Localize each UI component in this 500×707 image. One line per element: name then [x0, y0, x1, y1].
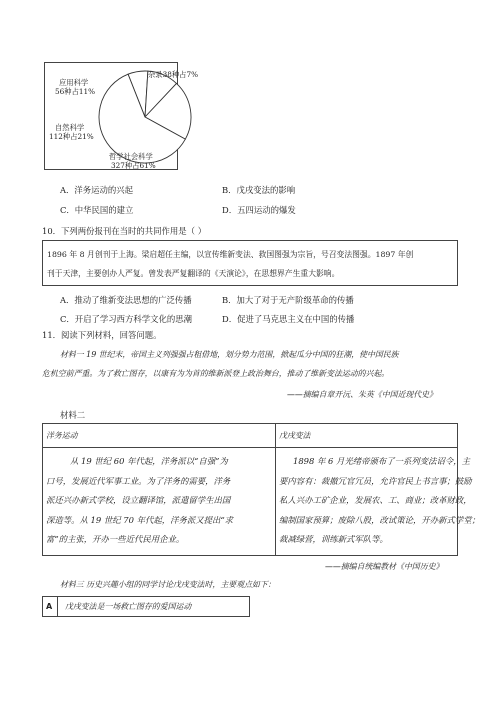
- table-header-divider: [43, 447, 457, 448]
- q10-option-d[interactable]: D．促进了马克思主义在中国的传播: [222, 314, 355, 324]
- q9-option-c[interactable]: C．中华民国的建立: [60, 205, 134, 215]
- yangwu-line-2: 口号，发展近代军事工业。为了洋务的需要，洋务: [46, 475, 231, 486]
- label-social-1: 哲学社会科学: [109, 152, 153, 161]
- wuxu-line-1: 1898 年 6 月光绪帝颁布了一系列变法诏令，主: [293, 456, 471, 466]
- q9-option-b[interactable]: B．戊戌变法的影响: [222, 185, 296, 195]
- yangwu-line-3: 派还兴办新式学校，设立翻译馆，派遣留学生出国: [46, 495, 231, 505]
- header-yangwu: 洋务运动: [46, 431, 78, 440]
- yangwu-line-4: 深造等。从 19 世纪 70 年代起，洋务派又提出“求: [46, 514, 233, 525]
- label-natural-1: 自然科学: [55, 123, 85, 132]
- material-1-line-1: 材料一 19 世纪末，帝国主义列强强占租借地，划分势力范围，掀起瓜分中国的狂潮，使中国民族: [60, 350, 399, 359]
- label-misc: 杂录38种占7%: [148, 70, 199, 79]
- material-1-source: ——摘编自章开沅、朱英《中国近现代史》: [287, 390, 437, 399]
- q10-option-c[interactable]: C．开启了学习西方科学文化的思潮: [60, 314, 193, 324]
- label-applied-2: 56种占11%: [55, 87, 96, 96]
- header-wuxu: 戊戌变法: [279, 431, 311, 440]
- material-2-title: 材料二: [60, 410, 86, 420]
- q10-material-line-1: 1896 年 8 月创刊于上海。梁启超任主编，以宣传维新变法、救国图强为宗旨，号召变法图强。1897 年创: [47, 250, 414, 259]
- comparison-table: [42, 423, 480, 556]
- table-column-divider: [275, 424, 276, 555]
- viewpoint-box: [42, 596, 250, 617]
- wuxu-line-4: 编制国家预算；废除八股，改试策论，开办新式学堂；: [279, 514, 480, 525]
- q10-material-box: [42, 240, 458, 286]
- material-3-intro: 材料三 历史兴趣小组的同学讨论戊戌变法时，主要观点如下：: [60, 580, 276, 589]
- yangwu-line-1: 从 19 世纪 60 年代起，洋务派以“自强”为: [70, 456, 228, 466]
- wuxu-line-5: 裁减绿营，训练新式军队等。: [279, 534, 388, 544]
- viewpoint-divider: [57, 597, 58, 616]
- label-social-2: 327种占61%: [111, 161, 156, 170]
- viewpoint-text: 戊戌变法是一场救亡图存的爱国运动: [65, 602, 192, 611]
- wuxu-cell: [279, 452, 480, 550]
- label-applied-1: 应用科学: [59, 78, 89, 87]
- q10-option-b[interactable]: B．加大了对于无产阶级革命的传播: [222, 295, 354, 305]
- q9-option-a[interactable]: A．洋务运动的兴起: [60, 185, 134, 195]
- pie-chart: [45, 63, 199, 170]
- yangwu-line-5: 富”的主张，开办一些近代民用企业。: [46, 534, 185, 544]
- pie-chart-frame: [44, 62, 199, 170]
- q11-stem: 11．阅读下列材料，回答问题。: [42, 330, 162, 340]
- wuxu-line-3: 私人兴办工矿企业，发展农、工、商业；改革财政，: [279, 495, 472, 505]
- q10-material-line-2: 刊于天津，主要创办人严复。曾发表严复翻译的《天演论》，在思想界产生重大影响。: [47, 269, 340, 278]
- material-1-line-2: 危机空前严重。为了救亡图存，以康有为为首的维新派登上政治舞台，推动了维新变法运动的兴起。: [42, 369, 390, 378]
- label-natural-2: 112种占21%: [49, 132, 94, 141]
- wuxu-line-2: 要内容有：裁撤冗官冗员，允许官民上书言事；鼓励: [279, 475, 472, 486]
- viewpoint-letter: A: [46, 602, 53, 611]
- yangwu-cell: [46, 452, 272, 550]
- material-2-source: ——摘编自统编教材《中国历史》: [325, 562, 444, 571]
- q9-option-d[interactable]: D．五四运动的爆发: [222, 205, 296, 215]
- q10-stem: 10．下列两份报刊在当时的共同作用是（ ）: [42, 226, 207, 236]
- q10-option-a[interactable]: A．推动了维新变法思想的广泛传播: [60, 295, 192, 305]
